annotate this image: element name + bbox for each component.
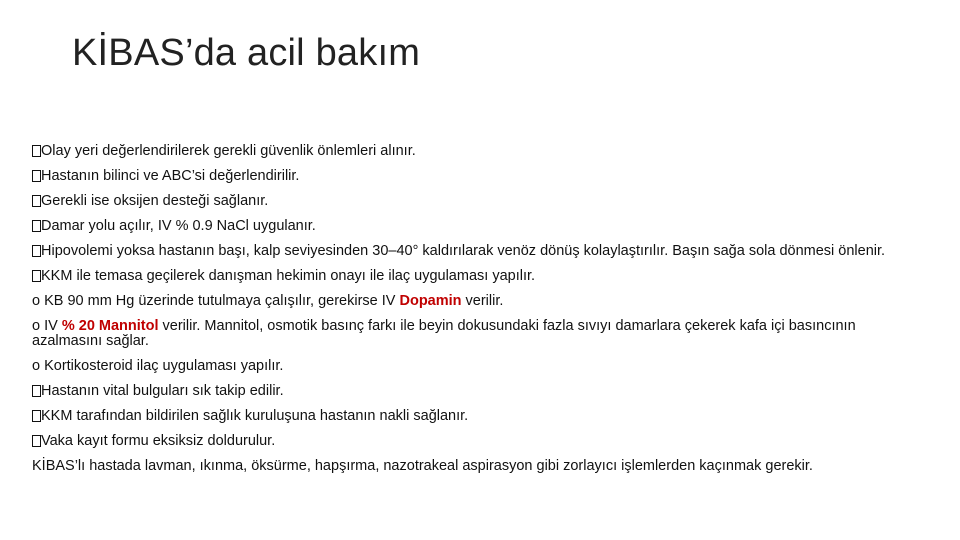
list-item-text: Hipovolemi yoksa hastanın başı, kalp seviyesinden 30–40° kaldırılarak venöz dönüş kolaylaştırılır. Başın sağa sola dönmesi önlenir. (41, 243, 886, 259)
list-item-text: Hastanın vital bulguları sık takip edilir. (41, 383, 284, 399)
sub-item (32, 294, 912, 309)
bullet-box-icon (32, 270, 41, 282)
slide-body (32, 144, 912, 474)
highlight-text: % 20 Mannitol (61, 318, 159, 334)
list-item-text: Gerekli ise oksijen desteği sağlanır. (41, 193, 269, 209)
sub-item (32, 319, 912, 349)
list-item (32, 144, 912, 159)
list-item-text: Hastanın bilinci ve ABC’si değerlendirilir. (41, 168, 300, 184)
list-item (32, 169, 912, 184)
list-item-text: KKM tarafından bildirilen sağlık kuruluşuna hastanın nakli sağlanır. (41, 408, 469, 424)
sub-item-text: o Kortikosteroid ilaç uygulaması yapılır. (32, 358, 284, 374)
list-item (32, 434, 912, 449)
slide-title: KİBAS’da acil bakım (72, 32, 421, 74)
list-item (32, 194, 912, 209)
closing-note: KİBAS’lı hastada lavman, ıkınma, öksürme, hapşırma, nazotrakeal aspirasyon gibi zorlayıcı işlemlerden kaçınmak gerekir. (32, 458, 813, 474)
bullet-box-icon (32, 220, 41, 232)
list-item (32, 219, 912, 234)
list-item (32, 409, 912, 424)
bullet-box-icon (32, 145, 41, 157)
highlight-text: Dopamin (399, 293, 462, 309)
sub-item-text: verilir. (461, 293, 504, 309)
bullet-box-icon (32, 195, 41, 207)
list-item-text: Olay yeri değerlendirilerek gerekli güvenlik önlemleri alınır. (41, 143, 416, 159)
list-item-text: Damar yolu açılır, IV % 0.9 NaCl uygulanır. (41, 218, 316, 234)
bullet-box-icon (32, 435, 41, 447)
list-item (32, 384, 912, 399)
sub-item-text: o KB 90 mm Hg üzerinde tutulmaya çalışılır, gerekirse IV (32, 293, 400, 309)
sub-item-text: verilir. Mannitol, osmotik basınç farkı ile beyin dokusundaki fazla sıvıyı damarlara çekerek kafa içi basıncının azalmasını sağlar. (32, 318, 856, 349)
list-item (32, 269, 912, 284)
bullet-box-icon (32, 170, 41, 182)
bullet-box-icon (32, 410, 41, 422)
list-item (32, 244, 912, 259)
sub-item-text: o IV (32, 318, 62, 334)
bullet-box-icon (32, 385, 41, 397)
bullet-box-icon (32, 245, 41, 257)
list-item-text: Vaka kayıt formu eksiksiz doldurulur. (41, 433, 276, 449)
sub-item (32, 359, 912, 374)
list-item-text: KKM ile temasa geçilerek danışman hekimin onayı ile ilaç uygulaması yapılır. (41, 268, 536, 284)
